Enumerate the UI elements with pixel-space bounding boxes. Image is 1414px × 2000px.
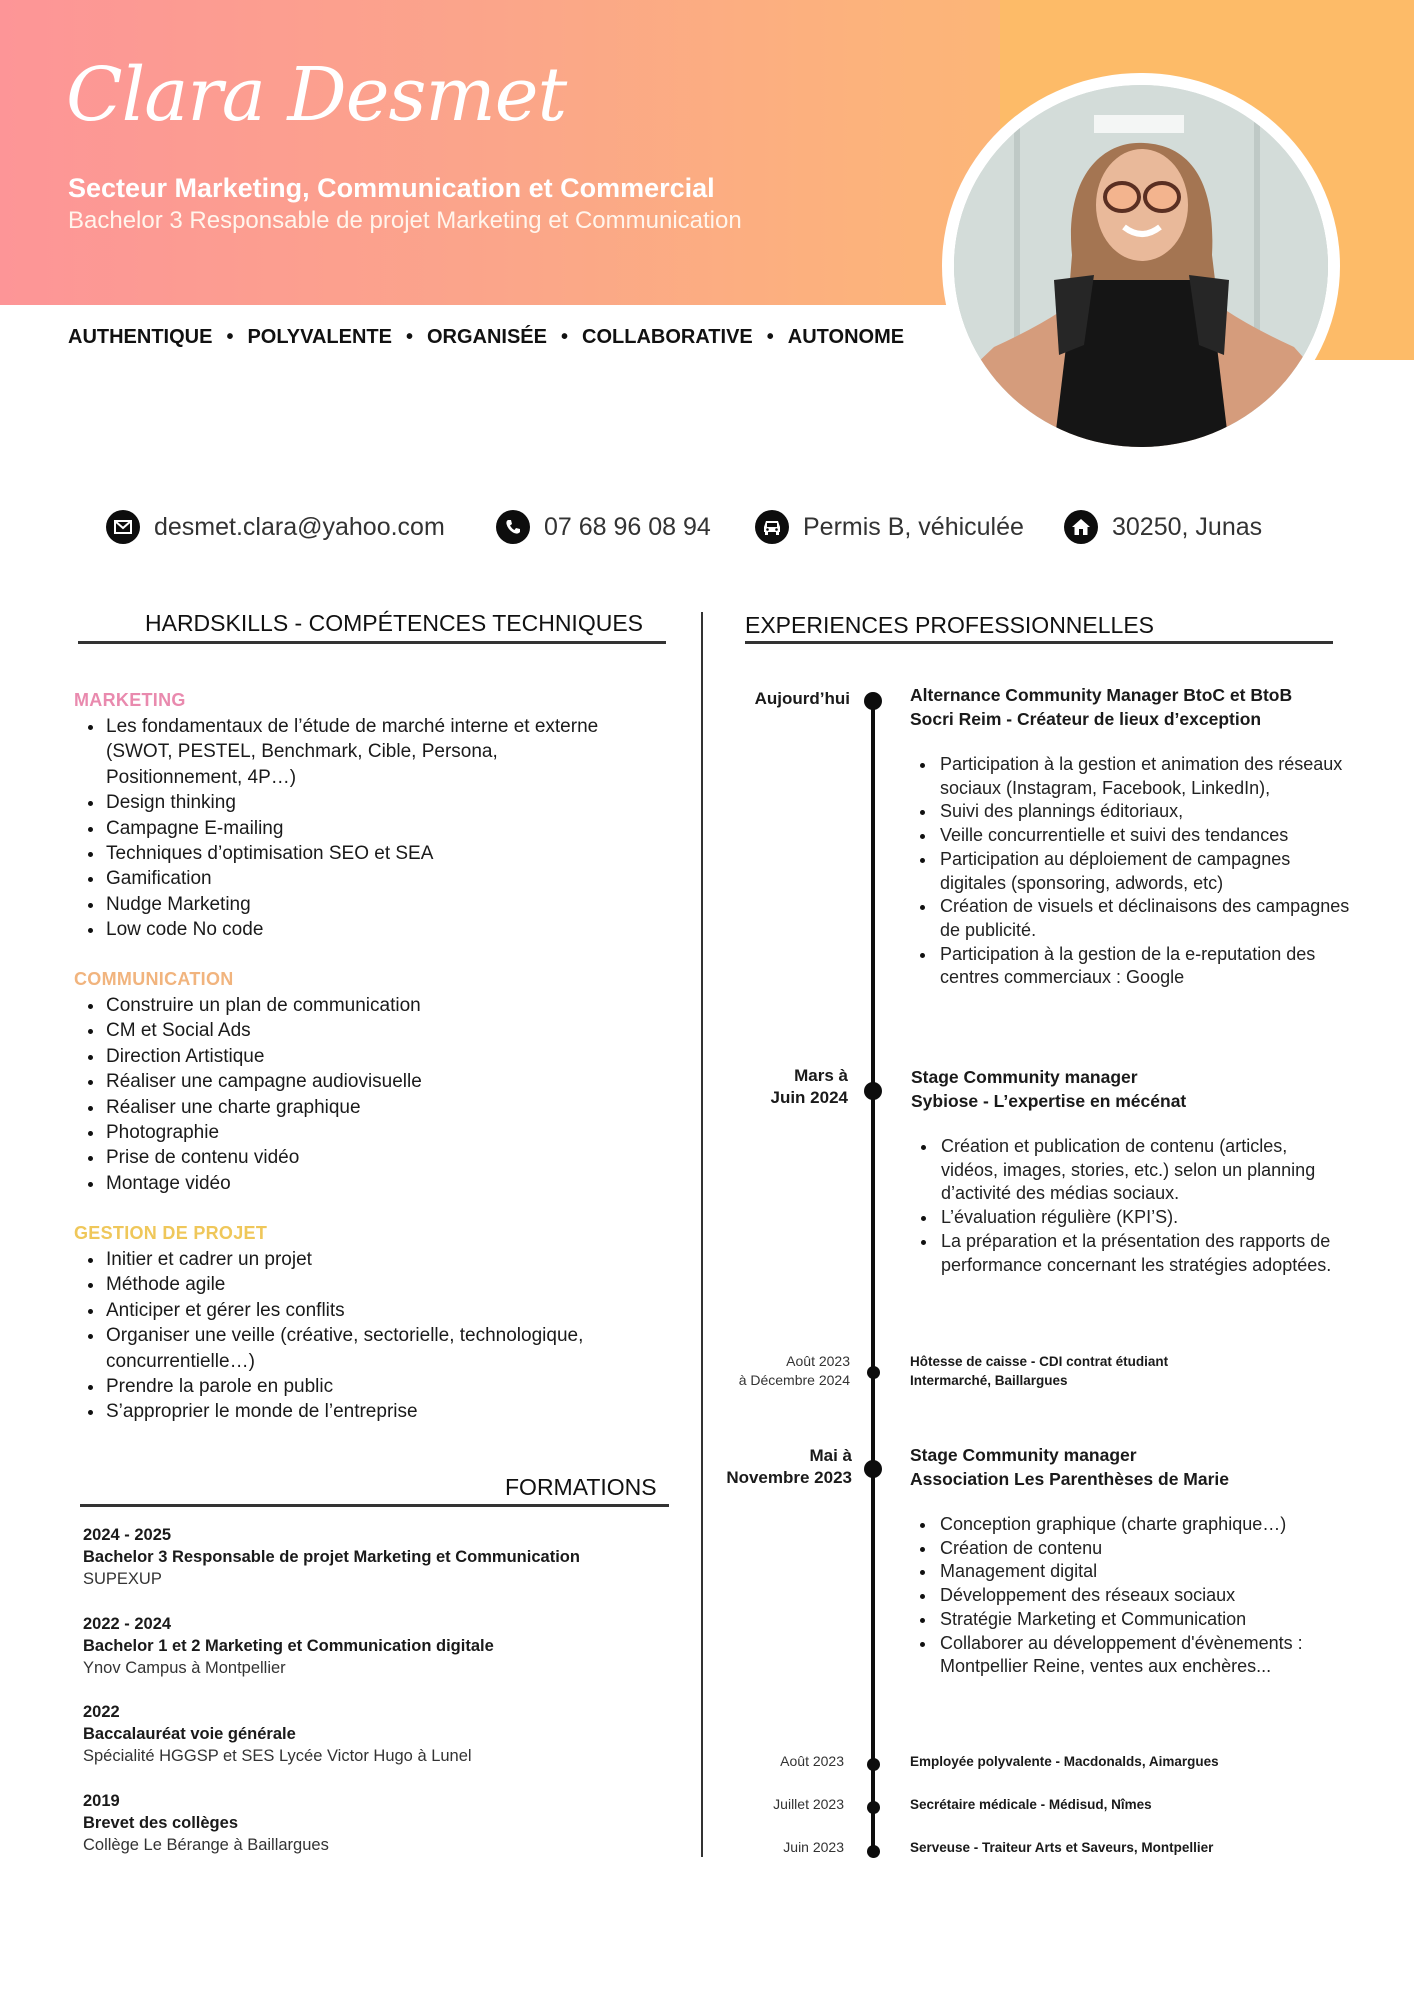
trait-separator: •: [766, 326, 774, 348]
timeline-dot: [867, 1758, 880, 1771]
contact-license: [755, 510, 1024, 544]
job-task: Conception graphique (charte graphique…): [910, 1513, 1320, 1537]
date-line: Mars à: [794, 1066, 848, 1085]
skill-item: Prendre la parole en public: [74, 1374, 664, 1399]
date-line: Juillet 2023: [773, 1796, 844, 1812]
job-task: Suivi des plannings éditoriaux,: [910, 800, 1350, 824]
trait: AUTHENTIQUE: [68, 326, 213, 348]
timeline-dot: [867, 1801, 880, 1814]
trait-separator: •: [561, 326, 569, 348]
phone-icon: [496, 510, 530, 544]
date-line: Août 2023: [780, 1753, 844, 1769]
profile-photo: [954, 85, 1328, 447]
phone-value[interactable]: 07 68 96 08 94: [544, 512, 711, 541]
timeline-date: [574, 1838, 844, 1857]
skill-item: Les fondamentaux de l’étude de marché interne et externe (SWOT, PESTEL, Benchmark, Cible, Persona, Positionnement, 4P…): [74, 714, 634, 790]
job-task: Collaborer au développement d'évènements : Montpellier Reine, ventes aux enchères...: [910, 1632, 1320, 1679]
job-title: Stage Community manager: [911, 1067, 1138, 1087]
category-title: GESTION DE PROJET: [74, 1223, 268, 1243]
timeline-date: [574, 1795, 844, 1814]
timeline-dot: [864, 1082, 882, 1100]
experience-item: [910, 1443, 1350, 1679]
date-line: Août 2023: [786, 1353, 850, 1369]
job-task: Veille concurrentielle et suivi des tendances: [910, 824, 1350, 848]
trait-separator: •: [405, 326, 413, 348]
formation-item: [83, 1701, 472, 1767]
timeline-line: [871, 700, 875, 1852]
date-line: Novembre 2023: [726, 1468, 852, 1487]
job-company: Association Les Parenthèses de Marie: [910, 1469, 1230, 1489]
skill-category-project-management: [74, 1223, 674, 1425]
skill-item: Photographie: [74, 1120, 654, 1145]
timeline-dot: [867, 1845, 880, 1858]
skill-item: S’approprier le monde de l’entreprise: [74, 1399, 664, 1424]
skill-item: Organiser une veille (créative, sectorielle, technologique, concurrentielle…): [74, 1323, 664, 1374]
job-title: Employée polyvalente - Macdonalds, Aimargues: [910, 1754, 1219, 1769]
envelope-icon: [106, 510, 140, 544]
timeline-dot: [864, 692, 882, 710]
formations-rule: [80, 1504, 669, 1507]
skill-item: Low code No code: [74, 917, 634, 942]
skill-item: Réaliser une campagne audiovisuelle: [74, 1069, 654, 1094]
formation-item: [83, 1790, 329, 1856]
job-task: Participation au déploiement de campagnes digitales (sponsoring, adwords, etc): [910, 848, 1350, 895]
job-task: L’évaluation régulière (KPI’S).: [911, 1206, 1341, 1230]
skill-item: Techniques d’optimisation SEO et SEA: [74, 841, 634, 866]
candidate-name: Clara Desmet: [66, 52, 567, 138]
date-line: Juin 2023: [783, 1839, 844, 1855]
experience-item: [911, 1065, 1351, 1277]
skill-category-marketing: [74, 690, 674, 943]
skill-item: CM et Social Ads: [74, 1018, 654, 1043]
job-company: Intermarché, Baillargues: [910, 1373, 1068, 1388]
formation-item: [83, 1613, 494, 1679]
skill-item: Réaliser une charte graphique: [74, 1095, 654, 1120]
timeline-date: [578, 1065, 848, 1109]
contact-email[interactable]: [106, 510, 445, 544]
experience-item: [910, 1352, 1168, 1390]
formation-school: Collège Le Bérange à Baillargues: [83, 1836, 329, 1854]
skill-item: Prise de contenu vidéo: [74, 1145, 654, 1170]
timeline-date: [580, 688, 850, 710]
skill-item: Nudge Marketing: [74, 892, 634, 917]
formation-years: 2022 - 2024: [83, 1615, 172, 1633]
timeline-date: [574, 1752, 844, 1771]
job-title: Alternance Community Manager BtoC et BtoB: [910, 685, 1293, 705]
job-company: Sybiose - L’expertise en mécénat: [911, 1091, 1187, 1111]
job-title: Hôtesse de caisse - CDI contrat étudiant: [910, 1354, 1169, 1369]
traits-row: [68, 326, 904, 349]
skill-item: Initier et cadrer un projet: [74, 1247, 664, 1272]
date-line: Aujourd’hui: [754, 689, 850, 708]
skill-item: Direction Artistique: [74, 1044, 654, 1069]
timeline-date: [582, 1445, 852, 1489]
formation-school: Spécialité HGGSP et SES Lycée Victor Hugo à Lunel: [83, 1747, 472, 1765]
trait: COLLABORATIVE: [582, 326, 753, 348]
trait: ORGANISÉE: [426, 326, 547, 348]
hardskills-title: HARDSKILLS - COMPÉTENCES TECHNIQUES: [145, 610, 644, 636]
job-title: Stage Community manager: [910, 1445, 1137, 1465]
job-task: Création de contenu: [910, 1537, 1320, 1561]
skill-item: Montage vidéo: [74, 1171, 654, 1196]
job-task: Management digital: [910, 1560, 1320, 1584]
program-line: Bachelor 3 Responsable de projet Marketing et Communication: [68, 207, 742, 234]
contact-phone[interactable]: [496, 510, 711, 544]
trait-separator: •: [226, 326, 234, 348]
house-icon: [1064, 510, 1098, 544]
timeline-dot: [867, 1366, 880, 1379]
portrait-illustration: [954, 85, 1328, 447]
formation-years: 2019: [83, 1792, 120, 1810]
trait: AUTONOME: [787, 326, 905, 348]
license-value: Permis B, véhiculée: [803, 512, 1024, 541]
formation-degree: Brevet des collèges: [83, 1814, 238, 1832]
contact-address: [1064, 510, 1262, 544]
sector-line: Secteur Marketing, Communication et Commercial: [68, 173, 715, 203]
skill-item: Campagne E-mailing: [74, 816, 634, 841]
category-title: COMMUNICATION: [74, 969, 234, 989]
timeline-date: [580, 1352, 850, 1390]
formations-title: FORMATIONS: [505, 1474, 657, 1500]
hardskills-rule: [78, 641, 666, 644]
formation-school: Ynov Campus à Montpellier: [83, 1659, 286, 1677]
job-task: Création de visuels et déclinaisons des campagnes de publicité.: [910, 895, 1350, 942]
date-line: à Décembre 2024: [738, 1372, 850, 1388]
skill-item: Anticiper et gérer les conflits: [74, 1298, 664, 1323]
skill-item: Gamification: [74, 866, 634, 891]
timeline-dot: [864, 1460, 882, 1478]
formation-school: SUPEXUP: [83, 1570, 162, 1588]
formation-degree: Bachelor 3 Responsable de projet Marketing et Communication: [83, 1548, 580, 1566]
car-icon: [755, 510, 789, 544]
job-task: Stratégie Marketing et Communication: [910, 1608, 1320, 1632]
job-company: Socri Reim - Créateur de lieux d’exception: [910, 709, 1262, 729]
formation-item: [83, 1524, 580, 1590]
formation-years: 2024 - 2025: [83, 1526, 172, 1544]
skill-item: Construire un plan de communication: [74, 993, 654, 1018]
job-task: Création et publication de contenu (articles, vidéos, images, stories, etc.) selon un planning d’activité des médias sociaux.: [911, 1135, 1341, 1206]
trait: POLYVALENTE: [247, 326, 392, 348]
email-value[interactable]: desmet.clara@yahoo.com: [154, 512, 445, 541]
formation-degree: Bachelor 1 et 2 Marketing et Communication digitale: [83, 1637, 494, 1655]
job-title: Serveuse - Traiteur Arts et Saveurs, Montpellier: [910, 1840, 1214, 1855]
skill-item: Méthode agile: [74, 1272, 664, 1297]
skill-item: Design thinking: [74, 790, 634, 815]
job-task: Développement des réseaux sociaux: [910, 1584, 1320, 1608]
date-line: Mai à: [809, 1446, 852, 1465]
job-task: La préparation et la présentation des rapports de performance concernant les stratégies adoptées.: [911, 1230, 1341, 1277]
column-divider: [701, 612, 703, 1857]
date-line: Juin 2024: [770, 1088, 848, 1107]
job-title: Secrétaire médicale - Médisud, Nîmes: [910, 1797, 1152, 1812]
category-title: MARKETING: [74, 690, 186, 710]
address-value: 30250, Junas: [1112, 512, 1263, 541]
formation-years: 2022: [83, 1703, 120, 1721]
formation-degree: Baccalauréat voie générale: [83, 1725, 296, 1743]
job-task: Participation à la gestion et animation des réseaux sociaux (Instagram, Facebook, LinkedIn),: [910, 753, 1350, 800]
experiences-rule: [745, 641, 1333, 644]
experience-item: [910, 683, 1350, 990]
experiences-title: EXPERIENCES PROFESSIONNELLES: [745, 612, 1155, 638]
job-task: Participation à la gestion de la e-reputation des centres commerciaux : Google: [910, 943, 1350, 990]
